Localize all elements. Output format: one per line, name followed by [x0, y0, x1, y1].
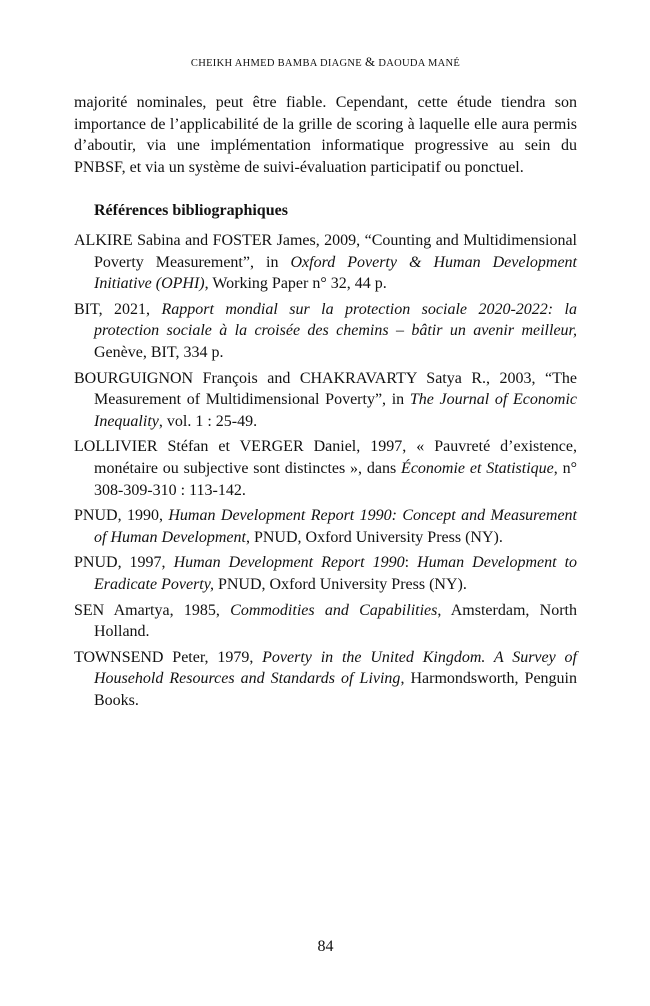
references-list — [74, 230, 577, 715]
reference-text: LOLLIVIER Stéfan et VERGER Daniel, 1997, « Pauvreté d’existence, monétaire ou subjective sont distinctes », dans — [74, 438, 577, 477]
page-number: 84 — [317, 938, 334, 955]
book-page — [74, 0, 577, 1006]
running-head-authors-1: CHEIKH AHMED BAMBA DIAGNE — [190, 58, 363, 69]
running-head — [74, 54, 577, 70]
reference-text: PNUD, 1990, — [74, 507, 169, 525]
reference-subtitle: Human Development to Eradicate Poverty, — [94, 554, 578, 593]
reference-details: , PNUD, Oxford University Press (NY). — [245, 528, 503, 546]
reference-item — [74, 436, 577, 501]
reference-title: The Journal of Economic Inequality — [94, 391, 577, 430]
running-head-ampersand: & — [364, 54, 376, 69]
reference-item — [74, 600, 577, 643]
reference-item — [74, 299, 577, 364]
reference-details: , Working Paper n° 32, 44 p. — [204, 275, 387, 293]
body-paragraph: majorité nominales, peut être fiable. Cependant, cette étude tiendra son importance de l’applicabilité de la grille de scoring à laquelle elle aura permis d’aboutir, via une implémentation informatique progressive au sein du PNBSF, et via un système de suivi-évaluation participatif ou ponctuel. — [74, 94, 577, 176]
reference-text: BIT, 2021, — [74, 300, 162, 318]
reference-item — [74, 368, 577, 433]
reference-text: BOURGUIGNON François and CHAKRAVARTY Satya R., 2003, “The Measurement of Multidimensional Poverty”, in — [74, 369, 577, 409]
reference-separator: : — [404, 554, 418, 572]
reference-item — [74, 505, 577, 548]
reference-title: Human Development Report 1990: Concept and Measurement of Human Development — [94, 507, 578, 546]
running-head-authors-2: DAOUDA MANÉ — [378, 58, 461, 69]
reference-details: , Harmondsworth, Penguin Books. — [94, 670, 577, 709]
reference-text: ALKIRE Sabina and FOSTER James, 2009, “Counting and Multidimensional Poverty Measurement”, in — [74, 232, 577, 271]
reference-item — [74, 647, 577, 712]
reference-details: , Amsterdam, North Holland. — [94, 601, 577, 641]
reference-title: Économie et Statistique — [401, 459, 554, 477]
reference-title: Commodities and Capabilities — [230, 601, 438, 619]
reference-details: , n° 308-309-310 : 113-142. — [94, 459, 578, 499]
reference-details: Genève, BIT, 334 p. — [94, 343, 224, 361]
reference-title: Poverty in the United Kingdom. A Survey of Household Resources and Standards of Living — [94, 648, 577, 688]
reference-item — [74, 230, 577, 295]
reference-title: Oxford Poverty & Human Development Initiative (OPHI) — [94, 253, 577, 293]
reference-item — [74, 552, 577, 595]
reference-title: Rapport mondial sur la protection sociale 2020-2022: la protection sociale à la croisée des chemins – bâtir un avenir meilleur, — [94, 300, 577, 340]
references-heading: Références bibliographiques — [94, 202, 288, 219]
reference-text: SEN Amartya, 1985, — [74, 601, 231, 619]
reference-details: PNUD, Oxford University Press (NY). — [213, 575, 467, 593]
reference-text: TOWNSEND Peter, 1979, — [74, 648, 263, 666]
reference-details: , vol. 1 : 25-49. — [158, 412, 258, 430]
reference-text: PNUD, 1997, — [74, 554, 174, 572]
reference-title: Human Development Report 1990 — [173, 554, 405, 572]
